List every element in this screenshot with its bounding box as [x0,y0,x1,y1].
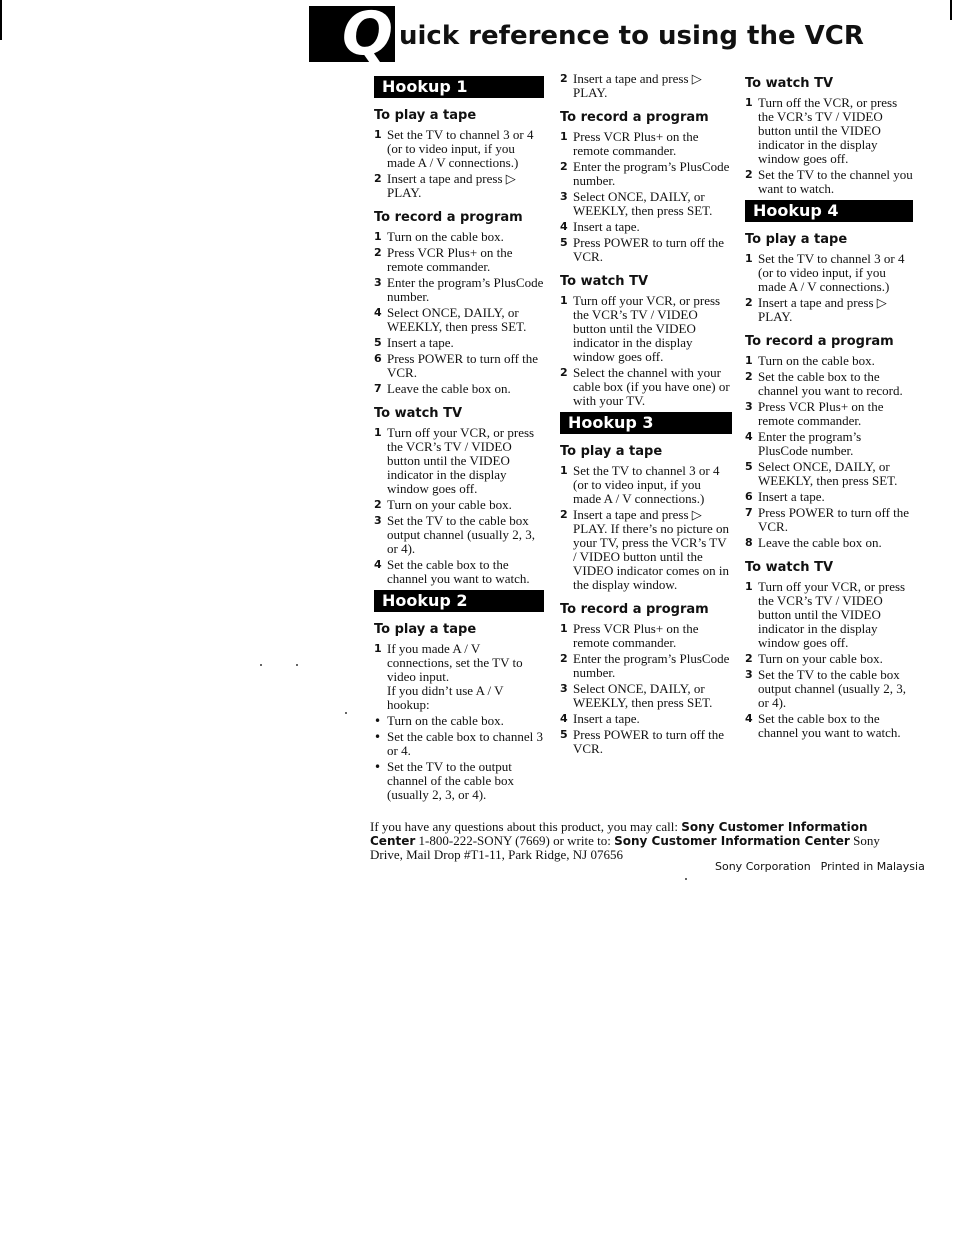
step-number: 2 [560,508,568,521]
step-number: 1 [560,294,568,307]
step-item [374,558,544,586]
step-item [745,490,913,504]
scan-edge-mark-left [0,0,2,40]
step-text: Insert a tape and press ▷ PLAY. If there’s no picture on your TV, press the VCR’s TV / VIDEO button until the VIDEO indicator comes on in the display window. [573,507,729,592]
step-note: If you didn’t use A / V hookup: [387,683,504,712]
step-item [374,128,544,170]
step-item [560,72,732,100]
step-number: 2 [745,370,753,383]
step-list [374,642,544,802]
step-number: 2 [560,160,568,173]
step-text: Enter the program’s PlusCode number. [758,429,862,458]
step-number: 5 [374,336,382,349]
footer-text-1: If you have any questions about this product, you may call: [370,819,682,834]
step-number: 2 [745,168,753,181]
section-subheading: To record a program [374,210,523,225]
corporation-name: Sony Corporation [715,860,811,873]
step-number: 5 [560,236,568,249]
step-text: Select ONCE, DAILY, or WEEKLY, then press SET. [573,189,713,218]
step-text: Insert a tape and press ▷ PLAY. [758,295,887,324]
scan-speck [260,664,262,666]
step-text: Set the cable box to the channel you want to watch. [758,711,901,740]
step-item [745,400,913,428]
step-number: 6 [745,490,753,503]
step-number: 1 [745,580,753,593]
step-number: 5 [745,460,753,473]
step-item [374,246,544,274]
contact-footer [370,820,915,862]
scan-speck [345,712,347,714]
step-item [374,760,544,802]
step-text: Set the TV to the cable box output channel (usually 2, 3, or 4). [387,513,536,556]
step-number: 1 [374,426,382,439]
step-item [560,130,732,158]
step-number: 2 [745,652,753,665]
section-subheading: To watch TV [745,76,834,91]
step-text: Select ONCE, DAILY, or WEEKLY, then press SET. [387,305,527,334]
step-list [374,128,544,200]
step-item [374,514,544,556]
step-list [374,426,544,586]
step-text: Enter the program’s PlusCode number. [387,275,544,304]
step-text: Insert a tape. [758,489,825,504]
step-text: Insert a tape. [387,335,454,350]
step-item [560,366,732,408]
step-number: 1 [560,622,568,635]
hookup-heading-label: Hookup 2 [382,591,468,610]
hookup-heading [374,590,544,612]
footer-bold-1: Sony Customer Information Center [370,820,868,848]
step-item [374,642,544,712]
step-text: Turn on the cable box. [387,713,504,728]
step-item [560,160,732,188]
step-list [560,622,732,756]
step-number: 1 [560,464,568,477]
step-item [745,536,913,550]
step-item [374,426,544,496]
step-number: 1 [745,252,753,265]
step-number: 1 [745,96,753,109]
scan-speck [685,878,687,880]
step-text: Select the channel with your cable box (if you have one) or with your TV. [573,365,730,408]
step-number: 6 [374,352,382,365]
step-item [560,652,732,680]
step-number: 3 [374,276,382,289]
step-item [374,730,544,758]
step-number: 7 [374,382,382,395]
step-text: Select ONCE, DAILY, or WEEKLY, then press SET. [758,459,898,488]
hookup-heading [745,200,913,222]
step-number: • [374,714,382,728]
step-number: 2 [745,296,753,309]
column-3 [745,72,913,742]
step-item [745,296,913,324]
column-1 [374,72,544,804]
step-text: If you made A / V connections, set the TV to video input. [387,641,523,684]
step-item [374,276,544,304]
step-number: 3 [374,514,382,527]
step-item [560,190,732,218]
step-item [374,352,544,380]
step-text: Turn off your VCR, or press the VCR’s TV / VIDEO button until the VIDEO indicator in the display window goes off. [758,579,906,650]
step-list [745,252,913,324]
step-item [745,370,913,398]
hookup-heading [374,76,544,98]
step-number: 3 [745,400,753,413]
step-text: Press VCR Plus+ on the remote commander. [758,399,884,428]
step-item [745,652,913,666]
step-item [745,668,913,710]
step-text: Press VCR Plus+ on the remote commander. [573,129,699,158]
step-item [374,382,544,396]
step-text: Turn on your cable box. [758,651,883,666]
step-text: Turn off your VCR, or press the VCR’s TV / VIDEO button until the VIDEO indicator in the display window goes off. [387,425,535,496]
step-text: Turn off your VCR, or press the VCR’s TV / VIDEO button until the VIDEO indicator in the display window goes off. [573,293,721,364]
step-number: 2 [374,246,382,259]
footer-text-3: Sony Drive, Mail Drop #T1-11, Park Ridge, NJ 07656 [370,833,880,862]
step-list [560,72,732,100]
section-subheading: To play a tape [374,108,477,123]
step-text: Set the TV to channel 3 or 4 (or to video input, if you made A / V connections.) [758,251,905,294]
section-subheading: To play a tape [560,444,663,459]
step-text: Turn on the cable box. [387,229,504,244]
step-number: 7 [745,506,753,519]
step-text: Select ONCE, DAILY, or WEEKLY, then press SET. [573,681,713,710]
step-text: Insert a tape and press ▷ PLAY. [573,71,702,100]
step-text: Insert a tape. [573,219,640,234]
printed-in: Printed in Malaysia [820,860,925,873]
step-text: Press POWER to turn off the VCR. [573,727,725,756]
step-item [745,354,913,368]
scan-speck [296,664,298,666]
step-list [374,230,544,396]
step-text: Set the cable box to channel 3 or 4. [387,729,543,758]
step-text: Turn off the VCR, or press the VCR’s TV / VIDEO button until the VIDEO indicator in the display window goes off. [758,95,898,166]
step-number: 4 [560,220,568,233]
step-number: 3 [560,682,568,695]
step-list [560,464,732,592]
section-subheading: To play a tape [745,232,848,247]
step-number: 2 [560,366,568,379]
step-item [560,464,732,506]
step-number: 4 [745,430,753,443]
step-text: Set the TV to the channel you want to watch. [758,167,913,196]
step-text: Enter the program’s PlusCode number. [573,159,730,188]
step-number: 8 [745,536,753,549]
step-number: 2 [560,72,568,85]
step-list [560,294,732,408]
footer-bold-2: Sony Customer Information Center [614,834,850,848]
section-subheading: To watch TV [745,560,834,575]
step-text: Turn on the cable box. [758,353,875,368]
step-number: 1 [374,642,382,655]
step-item [374,172,544,200]
step-number: 2 [374,172,382,185]
step-item [745,430,913,458]
step-text: Set the TV to channel 3 or 4 (or to video input, if you made A / V connections.) [387,127,534,170]
section-subheading: To record a program [560,602,709,617]
step-item [374,714,544,728]
step-number: • [374,760,382,774]
step-text: Leave the cable box on. [758,535,882,550]
step-number: 3 [560,190,568,203]
column-2 [560,72,732,758]
step-number: 4 [374,558,382,571]
step-text: Set the cable box to the channel you want to record. [758,369,903,398]
step-item [374,306,544,334]
step-list [745,96,913,196]
step-text: Leave the cable box on. [387,381,511,396]
step-item [745,96,913,166]
step-item [560,622,732,650]
step-text: Press POWER to turn off the VCR. [573,235,725,264]
scan-edge-mark-right [950,0,952,20]
step-item [560,682,732,710]
step-item [560,712,732,726]
step-text: Press POWER to turn off the VCR. [387,351,539,380]
step-text: Press VCR Plus+ on the remote commander. [387,245,513,274]
step-text: Insert a tape and press ▷ PLAY. [387,171,516,200]
step-list [745,580,913,740]
step-text: Press VCR Plus+ on the remote commander. [573,621,699,650]
step-number: 1 [745,354,753,367]
step-number: 4 [374,306,382,319]
title-text: uick reference to using the VCR [399,21,864,51]
step-number: 1 [560,130,568,143]
page-title [309,6,869,62]
step-item [745,252,913,294]
section-subheading: To watch TV [560,274,649,289]
step-text: Set the TV to the cable box output channel (usually 2, 3, or 4). [758,667,907,710]
step-number: 1 [374,230,382,243]
step-item [560,508,732,592]
section-subheading: To record a program [560,110,709,125]
section-subheading: To watch TV [374,406,463,421]
section-subheading: To record a program [745,334,894,349]
step-text: Press POWER to turn off the VCR. [758,505,910,534]
step-item [374,336,544,350]
step-item [560,220,732,234]
step-item [745,712,913,740]
step-text: Set the cable box to the channel you want to watch. [387,557,530,586]
step-number: 2 [374,498,382,511]
step-text: Turn on your cable box. [387,497,512,512]
hookup-heading-label: Hookup 4 [753,201,839,220]
step-item [745,460,913,488]
hookup-heading [560,412,732,434]
step-number: 2 [560,652,568,665]
step-list [560,130,732,264]
step-text: Enter the program’s PlusCode number. [573,651,730,680]
step-item [560,236,732,264]
step-number: 4 [560,712,568,725]
step-number: 5 [560,728,568,741]
step-item [560,294,732,364]
step-text: Set the TV to the output channel of the cable box (usually 2, 3, or 4). [387,759,515,802]
step-text: Set the TV to channel 3 or 4 (or to video input, if you made A / V connections.) [573,463,720,506]
step-item [560,728,732,756]
step-text: Insert a tape. [573,711,640,726]
step-number: 1 [374,128,382,141]
step-number: 3 [745,668,753,681]
step-item [745,168,913,196]
step-item [745,580,913,650]
step-item [745,506,913,534]
footer-text-2: 1-800-222-SONY (7669) or write to: [415,833,615,848]
hookup-heading-label: Hookup 3 [568,413,654,432]
step-number: • [374,730,382,744]
publisher-line [715,860,925,873]
title-initial: Q [309,6,395,62]
step-number: 4 [745,712,753,725]
section-subheading: To play a tape [374,622,477,637]
step-item [374,230,544,244]
hookup-heading-label: Hookup 1 [382,77,468,96]
step-item [374,498,544,512]
step-list [745,354,913,550]
